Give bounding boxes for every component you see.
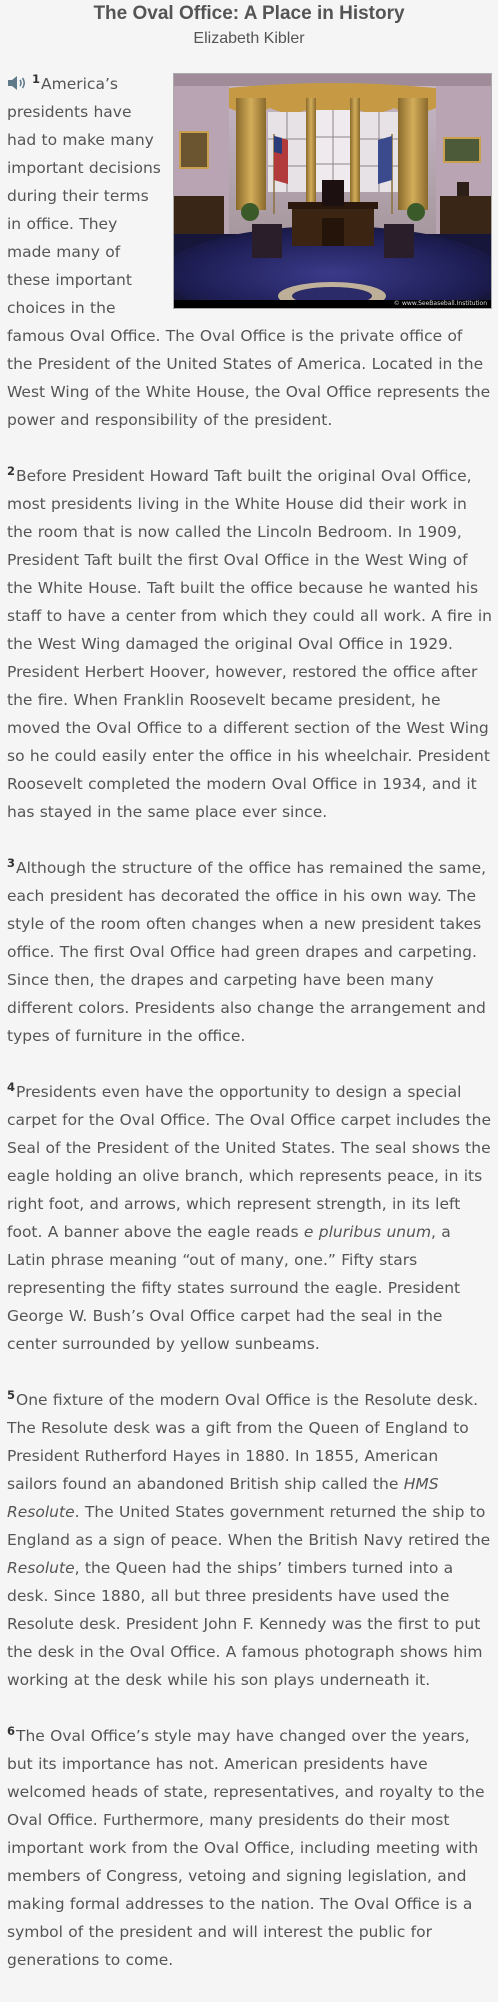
paragraph-text: . The United States government returned the ship to England as a sign of peace. When the British Navy retired the [7, 1503, 491, 1549]
photo-credit: © www.SeeBaseball.Institution [393, 300, 487, 307]
paragraph-text: One fixture of the modern Oval Office is the Resolute desk. The Resolute desk was a gift from the Queen of England to President Rutherford Hayes in 1880. In 1855, American sailors found an abandoned British ship called the [7, 1391, 479, 1493]
paragraph-text: The Oval Office’s style may have changed over the years, but its importance has not. American presidents have welcomed heads of state, representatives, and royalty to the Oval Office. Furthermore, many presidents do their most important work from the Oval Office, including meeting with members of Congress, vetoing and signing legislation, and making formal addresses to the nation. The Oval Office is a symbol of the president and will interest the public for generations to come. [7, 1727, 485, 1969]
paragraph-text: , the Queen had the ships’ timbers turned into a desk. Since 1880, all but three presidents have used the Resolute desk. President John F. Kennedy was the first to put the desk in the Oval Office. A famous photograph shows him working at the desk while his son plays underneath it. [7, 1559, 483, 1689]
article-body [7, 70, 492, 2002]
paragraph-text: Although the structure of the office has remained the same, each president has decorated the office in his own way. The style of the room often changes when a new president takes office. The first Oval Office had green drapes and carpeting. Since then, the drapes and carpeting have been many different colors. Presidents also change the arrangement and types of furniture in the office. [7, 859, 487, 1045]
paragraph-6 [7, 1722, 492, 1974]
article-header [0, 0, 498, 49]
paragraph-2 [7, 462, 492, 826]
paragraph-5 [7, 1386, 492, 1694]
paragraph-3 [7, 854, 492, 1050]
article-author: Elizabeth Kibler [193, 30, 305, 47]
paragraph-number: 6 [7, 1724, 16, 1738]
paragraph-text: America’s presidents have had to make many important decisions during their terms in office. They made many of these important choices in the famous Oval Office. The Oval Office is the private office of the President of the United States of America. Located in the West Wing of the White House, the Oval Office represents the power and responsibility of the president. [7, 75, 491, 429]
speaker-icon[interactable] [7, 75, 29, 91]
latin-phrase: e pluribus unum [303, 1223, 432, 1241]
article-title: The Oval Office: A Place in History [93, 3, 405, 24]
paragraph-number: 1 [32, 72, 41, 86]
oval-office-photo-image [174, 74, 491, 308]
paragraph-4 [7, 1078, 492, 1358]
paragraph-text: , a Latin phrase meaning “out of many, one.” Fifty stars representing the fifty states surround the eagle. President George W. Bush’s Oval Office carpet had the seal in the center surrounded by yellow sunbeams. [7, 1223, 461, 1353]
paragraph-text: Presidents even have the opportunity to design a special carpet for the Oval Office. The Oval Office carpet includes the Seal of the President of the United States. The seal shows the eagle holding an olive branch, which represents peace, in its right foot, and arrows, which represent strength, in its left foot. A banner above the eagle reads [7, 1083, 491, 1241]
paragraph-number: 5 [7, 1388, 16, 1402]
paragraph-number: 4 [7, 1080, 16, 1094]
paragraph-text: Before President Howard Taft built the original Oval Office, most presidents living in the White House did their work in the room that is now called the Lincoln Bedroom. In 1909, President Taft built the first Oval Office in the West Wing of the White House. Taft built the office because he wanted his staff to have a center from which they could all work. A fire in the West Wing damaged the original Oval Office in 1929. President Herbert Hoover, however, restored the office after the fire. When Franklin Roosevelt became president, he moved the Oval Office to a different section of the West Wing so he could easily enter the office in his wheelchair. President Roosevelt completed the modern Oval Office in 1934, and it has stayed in the same place ever since. [7, 467, 492, 821]
paragraph-number: 3 [7, 856, 16, 870]
paragraph-1 [7, 70, 492, 434]
paragraph-number: 2 [7, 464, 16, 478]
ship-name: HMS Resolute [7, 1475, 439, 1521]
ship-name: Resolute [7, 1559, 75, 1577]
oval-office-photo [173, 73, 492, 309]
